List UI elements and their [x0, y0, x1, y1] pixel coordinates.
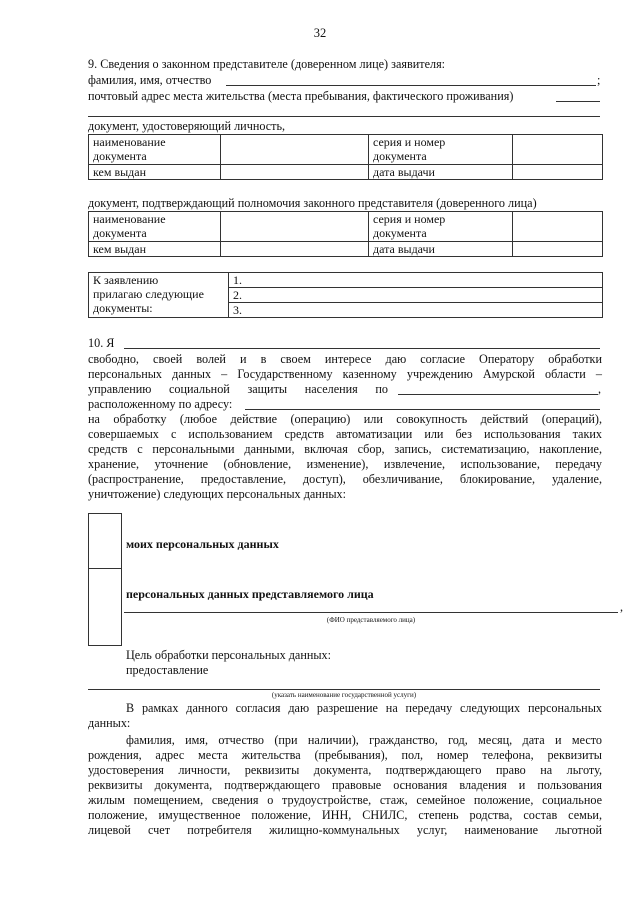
service-name-hint: (указать наименование государственной услуги) — [271, 691, 417, 699]
own-data-checkbox[interactable] — [88, 513, 122, 569]
auth-name-field[interactable] — [221, 212, 369, 242]
represented-data-option-label: персональных данных представляемого лица — [126, 587, 374, 601]
represented-fio-comma: , — [620, 600, 624, 614]
own-data-option-label: моих персональных данных — [126, 537, 279, 551]
fio-label: фамилия, имя, отчество — [88, 73, 212, 87]
transfer-line-2: данных: — [88, 716, 131, 730]
consent-name-line[interactable] — [124, 348, 600, 349]
id-issued-by-label: кем выдан — [89, 165, 221, 180]
district-line[interactable] — [398, 394, 598, 395]
id-name-label: наименование документа — [89, 135, 221, 165]
processing-line-1: на обработку (любое действие (операцию) или совокупность действий (операций), — [88, 412, 602, 426]
auth-series-label: серия и номер документа — [369, 212, 513, 242]
auth-issued-by-field[interactable] — [221, 242, 369, 257]
address-label: почтовый адрес места жительства (места пребывания, фактического проживания) — [88, 89, 514, 103]
attachments-label: К заявлению прилагаю следующие документы: — [89, 273, 229, 318]
address-line-2[interactable] — [88, 116, 600, 117]
section10-start: 10. Я — [88, 336, 115, 350]
processing-line-4: хранение, уточнение (обновление, изменение), извлечение, использование, передачу — [88, 457, 602, 471]
auth-issue-date-field[interactable] — [513, 242, 603, 257]
auth-name-label: наименование документа — [89, 212, 221, 242]
id-document-table — [88, 134, 603, 180]
consent-line-2: персональных данных – Государственному казенному учреждению Амурской области – — [88, 367, 602, 381]
processing-line-6: уничтожение) следующих персональных данных: — [88, 487, 347, 501]
processing-line-3: средств с персональными данными, включая сбор, запись, систематизацию, накопление, — [88, 442, 602, 456]
service-name-line[interactable] — [88, 689, 600, 690]
address-line-1[interactable] — [556, 101, 600, 102]
consent-line-1: свободно, своей волей и в своем интересе даю согласие Оператору обработки — [88, 352, 602, 366]
attachments-table — [88, 272, 603, 318]
data-line-6: положение, имущественное положение, ИНН, СНИЛС, степень родства, состав семьи, — [88, 808, 602, 822]
attachments-list — [229, 273, 603, 318]
id-issue-date-field[interactable] — [513, 165, 603, 180]
id-series-label: серия и номер документа — [369, 135, 513, 165]
id-name-field[interactable] — [221, 135, 369, 165]
represented-fio-line[interactable] — [124, 612, 618, 613]
consent-line-3: управлению социальной защиты населения по — [88, 382, 388, 396]
represented-fio-hint: (ФИО представляемого лица) — [326, 616, 416, 624]
id-doc-label: документ, удостоверяющий личность, — [88, 119, 286, 133]
auth-issue-date-label: дата выдачи — [369, 242, 513, 257]
page-number: 32 — [313, 26, 327, 40]
attachment-item[interactable]: 2. — [229, 288, 602, 303]
section9-heading: 9. Сведения о законном представителе (доверенном лице) заявителя: — [88, 57, 446, 71]
data-line-7: лицевой счет потребителя жилищно-коммунальных услуг, наименование льготной — [88, 823, 602, 837]
purpose-value: предоставление — [126, 663, 209, 677]
id-issued-by-field[interactable] — [221, 165, 369, 180]
represented-data-checkbox[interactable] — [88, 567, 122, 646]
authority-document-table — [88, 211, 603, 257]
district-comma: , — [598, 382, 602, 396]
auth-issued-by-label: кем выдан — [89, 242, 221, 257]
auth-series-field[interactable] — [513, 212, 603, 242]
processing-line-2: совершаемых с использованием средств автоматизации или без использования таких — [88, 427, 602, 441]
located-address-line[interactable] — [245, 409, 600, 410]
data-line-2: рождения, адрес места жительства (пребывания), пол, номер телефона, реквизиты — [88, 748, 602, 762]
data-line-3: удостоверения личности, реквизиты документа, подтверждающего право на льготу, — [88, 763, 602, 777]
data-line-1: фамилия, имя, отчество (при наличии), гражданство, год, месяц, дата и место — [126, 733, 602, 747]
id-series-field[interactable] — [513, 135, 603, 165]
transfer-line-1: В рамках данного согласия даю разрешение на передачу следующих персональных — [126, 701, 602, 715]
authority-doc-label: документ, подтверждающий полномочия законного представителя (доверенного лица) — [88, 196, 537, 210]
attachment-item[interactable]: 3. — [233, 303, 242, 317]
fio-semicolon: ; — [597, 73, 601, 87]
fio-line[interactable] — [226, 85, 596, 86]
id-issue-date-label: дата выдачи — [369, 165, 513, 180]
attachment-item[interactable]: 1. — [229, 273, 602, 288]
data-line-4: реквизиты документа, подтверждающего правовые основания владения и пользования — [88, 778, 602, 792]
data-line-5: жилым помещением, сведения о трудоустройстве, стаж, семейное положение, социальное — [88, 793, 602, 807]
located-label: расположенному по адресу: — [88, 397, 233, 411]
purpose-label: Цель обработки персональных данных: — [126, 648, 332, 662]
processing-line-5: (распространение, предоставление, доступ), обезличивание, блокирование, удаление, — [88, 472, 602, 486]
